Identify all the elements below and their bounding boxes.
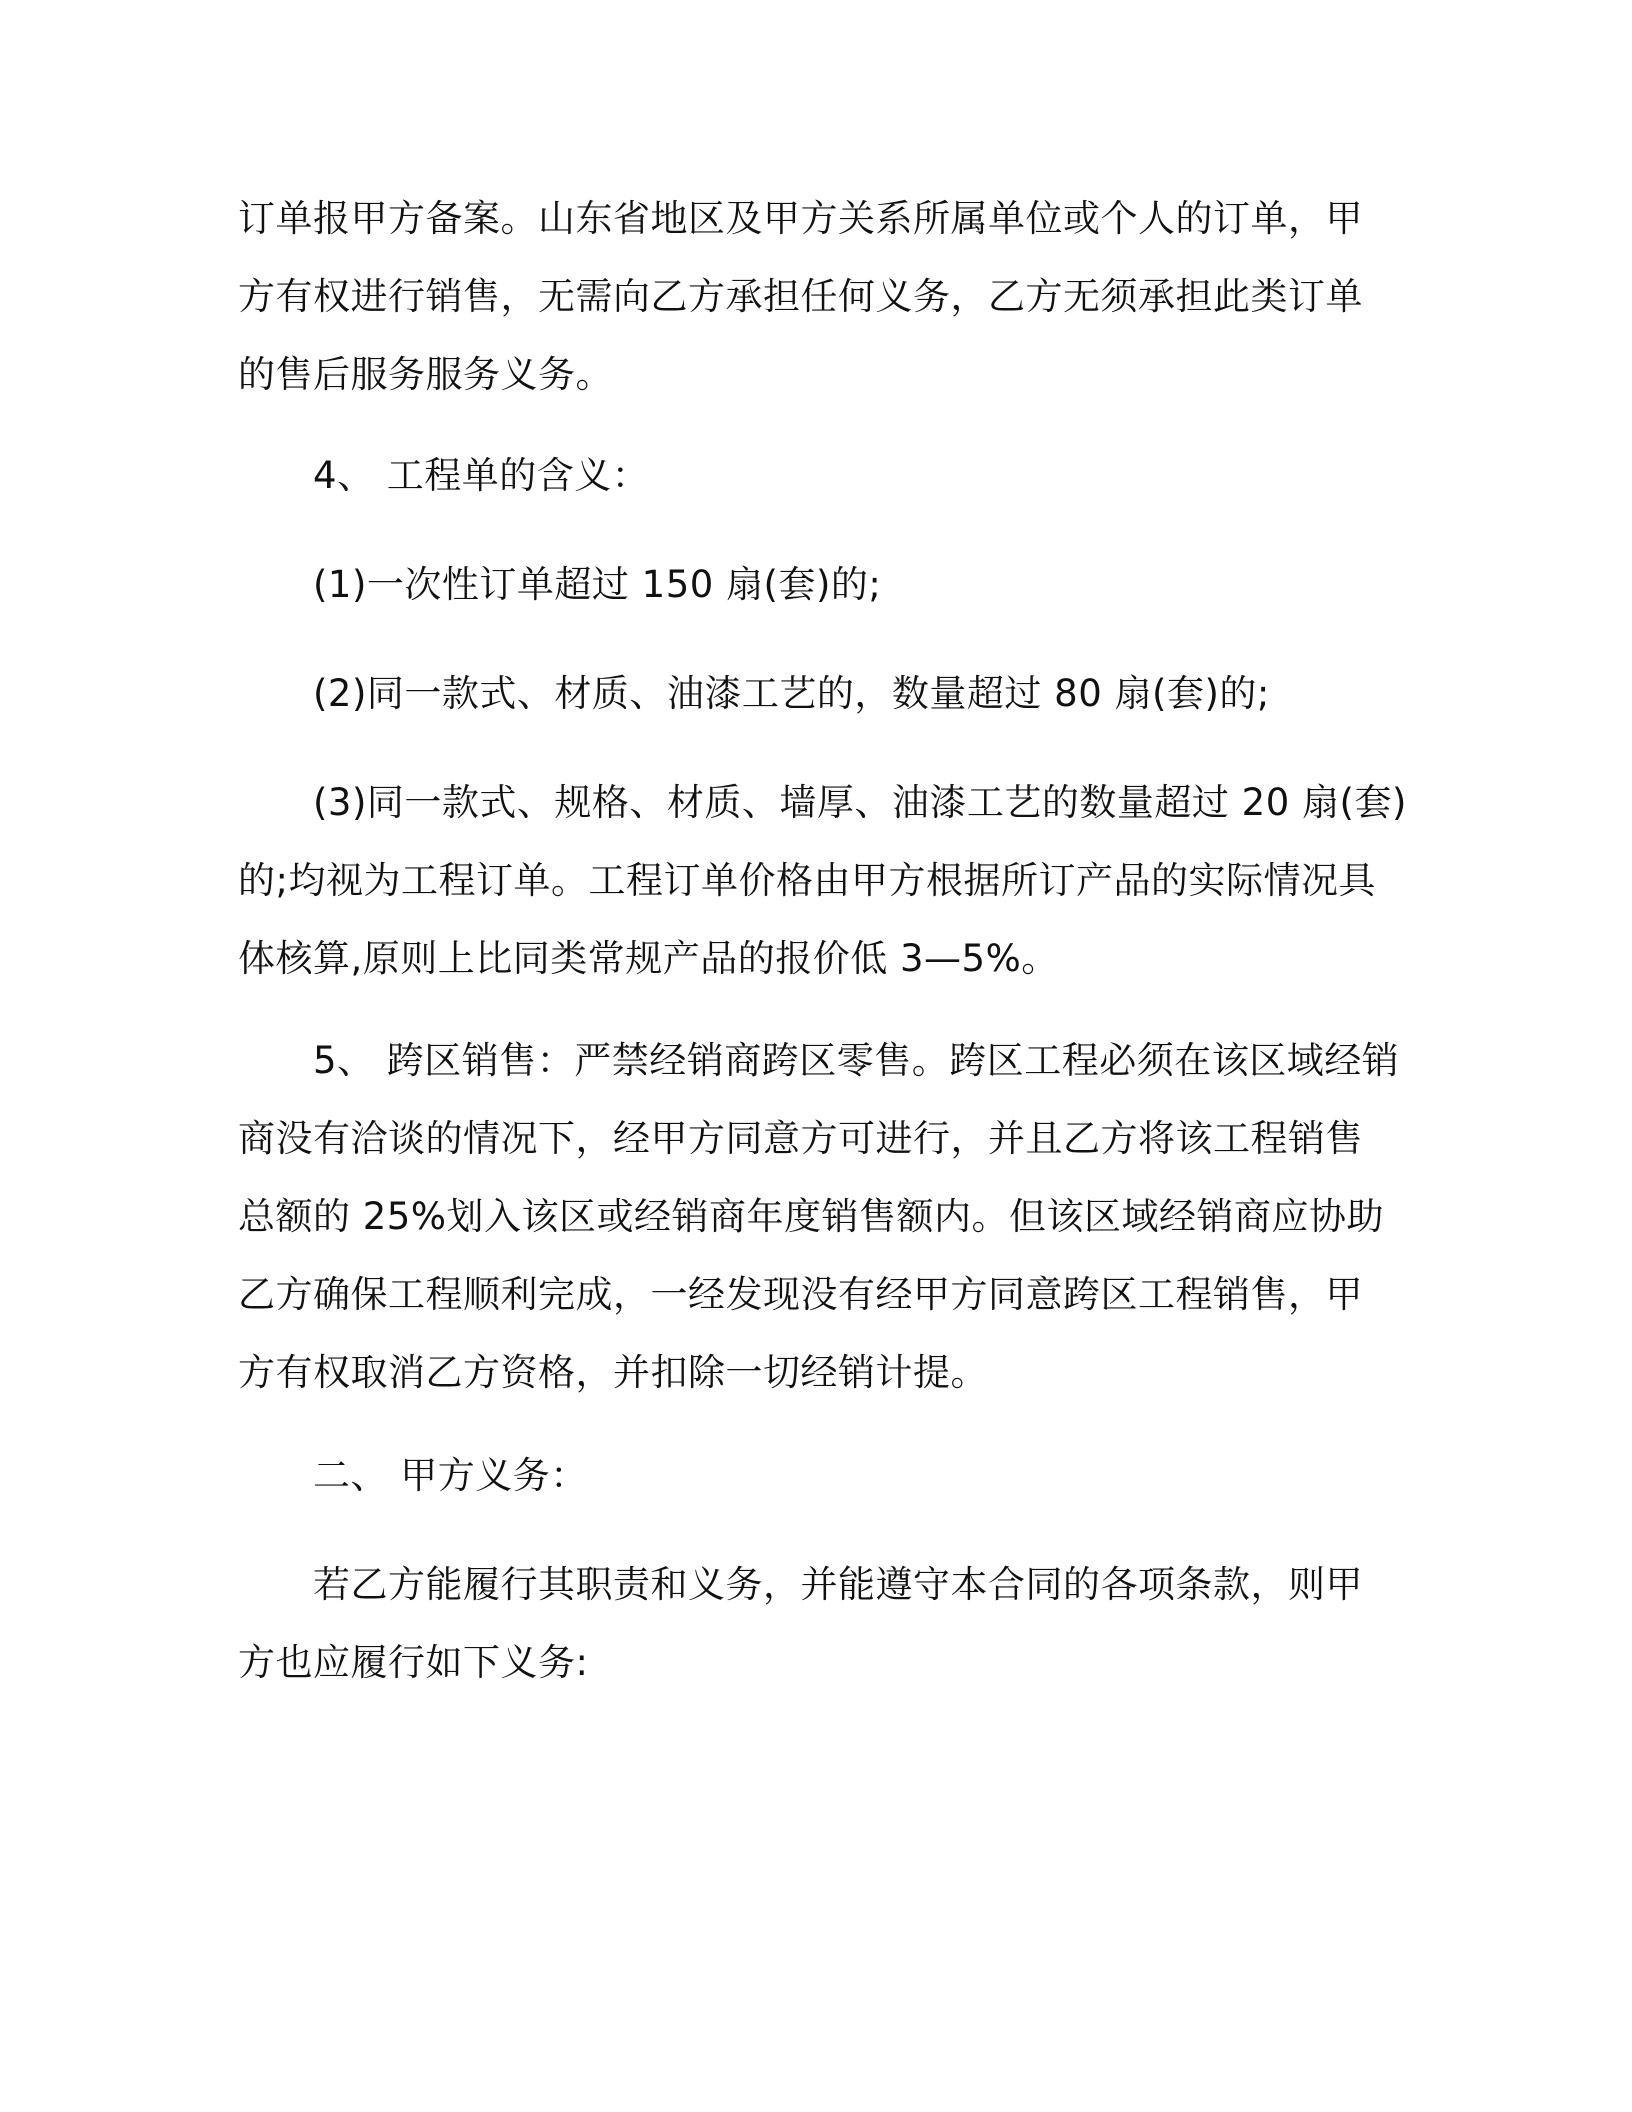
list-item: (1)一次性订单超过 150 扇(套)的; — [313, 563, 882, 606]
text-line: 总额的 25%划入该区或经销商年度销售额内。但该区域经销商应协助 — [238, 1195, 1384, 1238]
text-line: 订单报甲方备案。山东省地区及甲方关系所属单位或个人的订单，甲 — [238, 197, 1363, 240]
section-5-cross-region-sales — [238, 1022, 1400, 1412]
heading-text: 二、 甲方义务： — [313, 1454, 588, 1497]
section-4-item-1 — [238, 546, 1378, 624]
text-line: 5、 跨区销售：严禁经销商跨区零售。跨区工程必须在该区域经销 — [313, 1039, 1400, 1082]
text-line: 体核算,原则上比同类常规产品的报价低 3—5%。 — [238, 937, 1059, 980]
section-2-paragraph — [238, 1546, 1378, 1702]
text-line: 的;均视为工程订单。工程订单价格由甲方根据所订产品的实际情况具 — [238, 859, 1376, 902]
text-line: 方也应履行如下义务: — [238, 1641, 589, 1684]
heading-text: 4、 工程单的含义： — [313, 454, 650, 497]
text-line: 的售后服务服务义务。 — [238, 353, 613, 396]
paragraph-order-filing — [238, 180, 1378, 414]
list-item: (2)同一款式、材质、油漆工艺的，数量超过 80 扇(套)的; — [313, 672, 1270, 715]
list-item: (3)同一款式、规格、材质、墙厚、油漆工艺的数量超过 20 扇(套) — [313, 781, 1407, 824]
section-4-item-3 — [238, 764, 1407, 998]
text-line: 方有权进行销售，无需向乙方承担任何义务，乙方无须承担此类订单 — [238, 275, 1363, 318]
text-line: 商没有洽谈的情况下，经甲方同意方可进行，并且乙方将该工程销售 — [238, 1117, 1363, 1160]
text-line: 方有权取消乙方资格，并扣除一切经销计提。 — [238, 1351, 988, 1394]
section-4-item-2 — [238, 655, 1378, 733]
text-line: 乙方确保工程顺利完成，一经发现没有经甲方同意跨区工程销售，甲 — [238, 1273, 1363, 1316]
text-line: 若乙方能履行其职责和义务，并能遵守本合同的各项条款，则甲 — [313, 1563, 1363, 1606]
section-4-heading — [238, 437, 1378, 515]
section-2-heading — [238, 1437, 1378, 1515]
